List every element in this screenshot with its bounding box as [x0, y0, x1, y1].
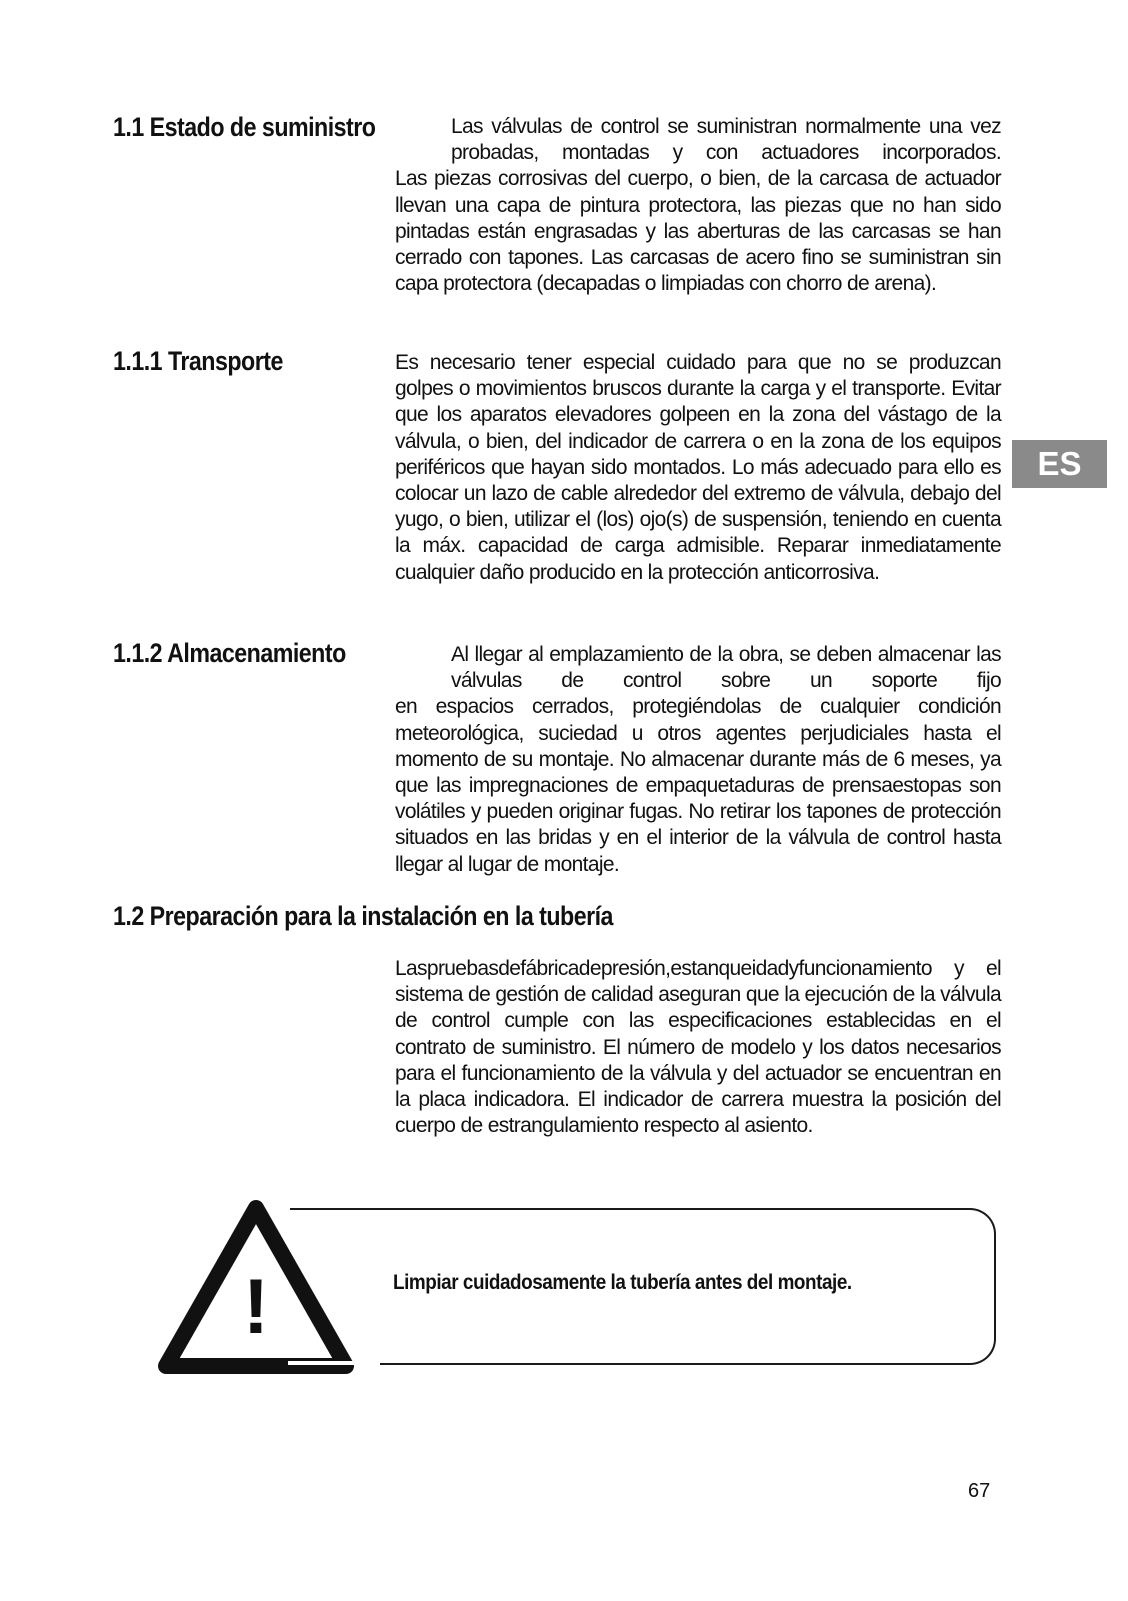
language-tab-es: ES	[1012, 440, 1107, 488]
warning-text: Limpiar cuidadosamente la tubería antes del montaje.	[393, 1271, 852, 1294]
paragraph-body: Las piezas corrosivas del cuerpo, o bien, de la carcasa de actuador llevan una capa de pintura protectora, las piezas que no han sido pintadas están engrasadas y las aberturas de las carcasas se han cerrado con tapones. Las carcasas de acero fino se suministran sin capa protectora (decapadas o limpiadas con chorro de arena).	[395, 167, 1001, 296]
section-almacenamiento	[395, 642, 1001, 878]
exclamation-mark: !	[243, 1262, 269, 1350]
page-number: 67	[968, 1480, 991, 1502]
paragraph-preparacion: Laspruebasdefábricadepresión,estanqueidadyfuncionamiento y el sistema de gestión de calidad aseguran que la ejecución de la válvula de control cumple con las especificaciones establecidas en el contrato de suministro. El número de modelo y los datos necesarios para el funcionamiento de la válvula y del actuador se encuentran en la placa indicadora. El indicador de carrera muestra la posición del cuerpo de estrangulamiento respecto al asiento.	[395, 957, 1001, 1138]
heading-transporte: 1.1.1 Transporte	[113, 346, 283, 376]
paragraph-intro: Al llegar al emplazamiento de la obra, se deben almacenar las válvulas de control sobre un soporte fijo	[451, 643, 1001, 693]
heading-almacenamiento: 1.1.2 Almacenamiento	[113, 638, 346, 668]
heading-estado-de-suministro: 1.1 Estado de suministro	[113, 112, 376, 142]
paragraph-body: en espacios cerrados, protegiéndolas de cualquier condición meteorológica, suciedad u otros agentes perjudiciales hasta el momento de su montaje. No almacenar durante más de 6 meses, ya que las impregnaciones de empaquetaduras de prensaestopas son volátiles y pueden originar fugas. No retirar los tapones de protección situados en las bridas y en el interior de la válvula de control hasta llegar al lugar de montaje.	[395, 695, 1001, 876]
paragraph-intro: Las válvulas de control se suministran normalmente una vez probadas, montadas y con actuadores incorporados.	[451, 115, 1001, 165]
heading-preparacion-instalacion: 1.2 Preparación para la instalación en la tubería	[113, 901, 613, 931]
paragraph-transporte: Es necesario tener especial cuidado para que no se produzcan golpes o movimientos bruscos durante la carga y el transporte. Evitar que los aparatos elevadores golpeen en la zona del vástago de la válvula, o bien, del indicador de carrera o en la zona de los equipos periféricos que hayan sido montados. Lo más adecuado para ello es colocar un lazo de cable alrededor del extremo de válvula, debajo del yugo, o bien, utilizar el (los) ojo(s) de suspensión, teniendo en cuenta la máx. capacidad de carga admisible. Reparar inmediatamente cualquier daño producido en la protección anticorrosiva.	[395, 351, 1001, 584]
section-estado-de-suministro	[395, 114, 1001, 297]
